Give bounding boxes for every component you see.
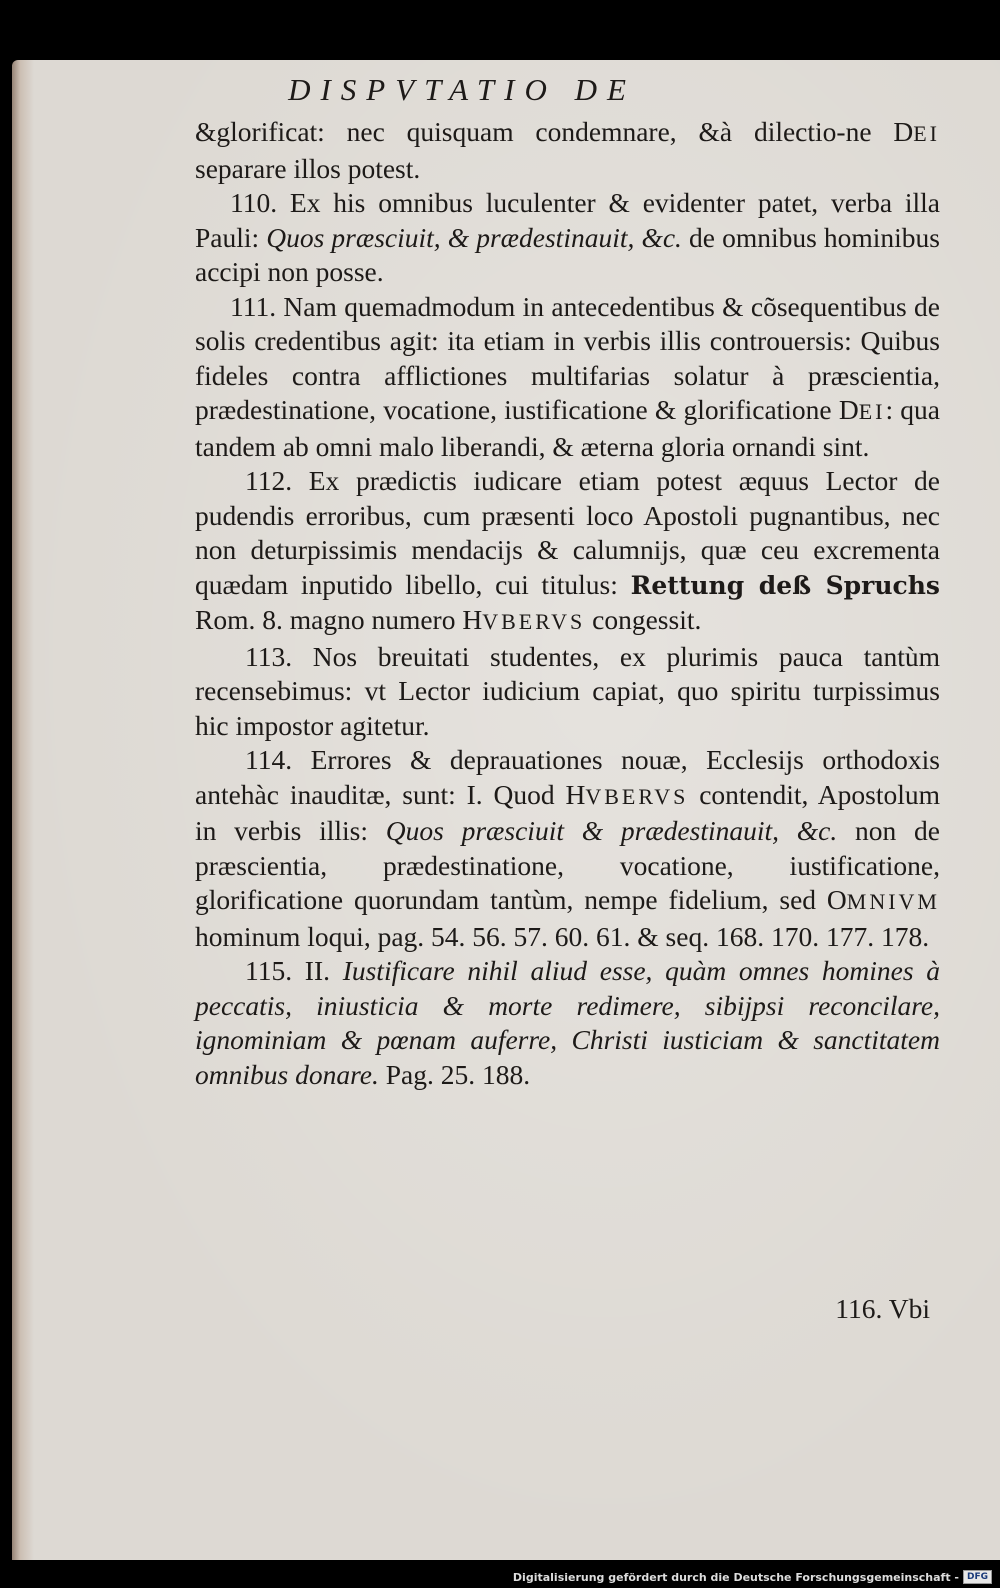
text-segment: 110. Ex his omnibus luculenter & evidenter patet, verba illa Pauli: xyxy=(195,187,940,253)
text-segment: EI xyxy=(858,399,886,424)
book-page xyxy=(12,60,1000,1560)
text-segment: hominum loqui, pag. 54. 56. 57. 60. 61. & seq. 168. 170. 177. 178. xyxy=(195,920,930,952)
text-segment: de omnibus hominibus accipi non posse. xyxy=(195,221,941,287)
text-segment: VBERVS xyxy=(585,783,689,809)
text-segment: Quos præsciuit, & prædestinauit, &c. xyxy=(266,221,682,253)
text-segment: separare illos potest. xyxy=(195,152,421,184)
catchword: 116. Vbi xyxy=(835,1293,930,1324)
text-segment: 115. II. xyxy=(245,955,343,986)
text-segment: Rom. 8. magno numero H xyxy=(195,604,483,635)
paragraph-114 xyxy=(195,743,940,954)
footer-credit-text: Digitalisierung gefördert durch die Deutsche Forschungsgemeinschaft - xyxy=(512,1570,959,1584)
text-segment: EI xyxy=(913,121,940,146)
running-header: DISPVTATIO DE xyxy=(288,72,636,107)
paragraph-continuation xyxy=(195,115,940,186)
text-segment: Rettung deß Spruchs xyxy=(630,570,940,600)
text-segment: : qua tandem ab omni malo liberandi, & æterna gloria ornandi sint. xyxy=(195,394,940,462)
paragraph-111 xyxy=(195,290,940,465)
text-segment: 114. Errores & deprauationes nouæ, Ecclesijs orthodoxis antehàc inauditæ, sunt: I. Quod H xyxy=(195,744,940,810)
text-segment: non de præscientia, prædestinatione, vocatione, iustificatione, glorificatione quorundam tantùm, nempe fidelium, sed O xyxy=(195,815,940,915)
body-text xyxy=(195,115,940,1092)
dfg-logo-icon: DFG xyxy=(963,1570,992,1584)
paragraph-113 xyxy=(195,640,940,744)
paragraph-112 xyxy=(195,464,940,640)
footer-credit xyxy=(513,1570,992,1584)
text-segment: MNIVM xyxy=(846,889,940,914)
text-segment: 113. Nos breuitati studentes, ex plurimis pauca tantùm recensebimus: vt Lector iudicium capiat, quo spiritu turpissimus hic impostor agitetur. xyxy=(195,640,940,741)
text-segment: 111. Nam quemadmodum in antecedentibus & cõsequentibus de solis credentibus agit: ita etiam in verbis illis controuersis: Quibus fideles contra afflictiones multifarias solatur à præscientia, prædestinatione, vocatione, iustificatione & glorificatione D xyxy=(195,290,940,425)
text-segment: Iustificare nihil aliud esse, quàm omnes homines à peccatis, iniusticia & morte redimere, sibijpsi reconcilare, ignominiam & pœnam auferre, Christi iusticiam & sanctitatem omnibus donare. xyxy=(195,955,940,1090)
text-segment: 112. Ex prædictis iudicare etiam potest æquus Lector de pudendis erroribus, cum præsenti loco Apostoli pugnantibus, nec non deturpissimis mendacijs & calumnijs, quæ ceu excrementa quædam inputido libello, cui titulus: xyxy=(195,465,940,600)
text-segment: Quos præsciuit & prædestinauit, &c. xyxy=(385,815,838,846)
text-segment: congessit. xyxy=(585,604,702,635)
text-segment: Pag. 25. 188. xyxy=(378,1058,531,1090)
paragraph-110 xyxy=(195,186,940,290)
text-segment: VBERVS xyxy=(482,609,586,634)
paragraph-115 xyxy=(195,954,940,1092)
text-segment: contendit, Apostolum in verbis illis: xyxy=(195,778,940,846)
text-segment: &glorificat: nec quisquam condemnare, &à dilectio-ne D xyxy=(195,116,914,147)
